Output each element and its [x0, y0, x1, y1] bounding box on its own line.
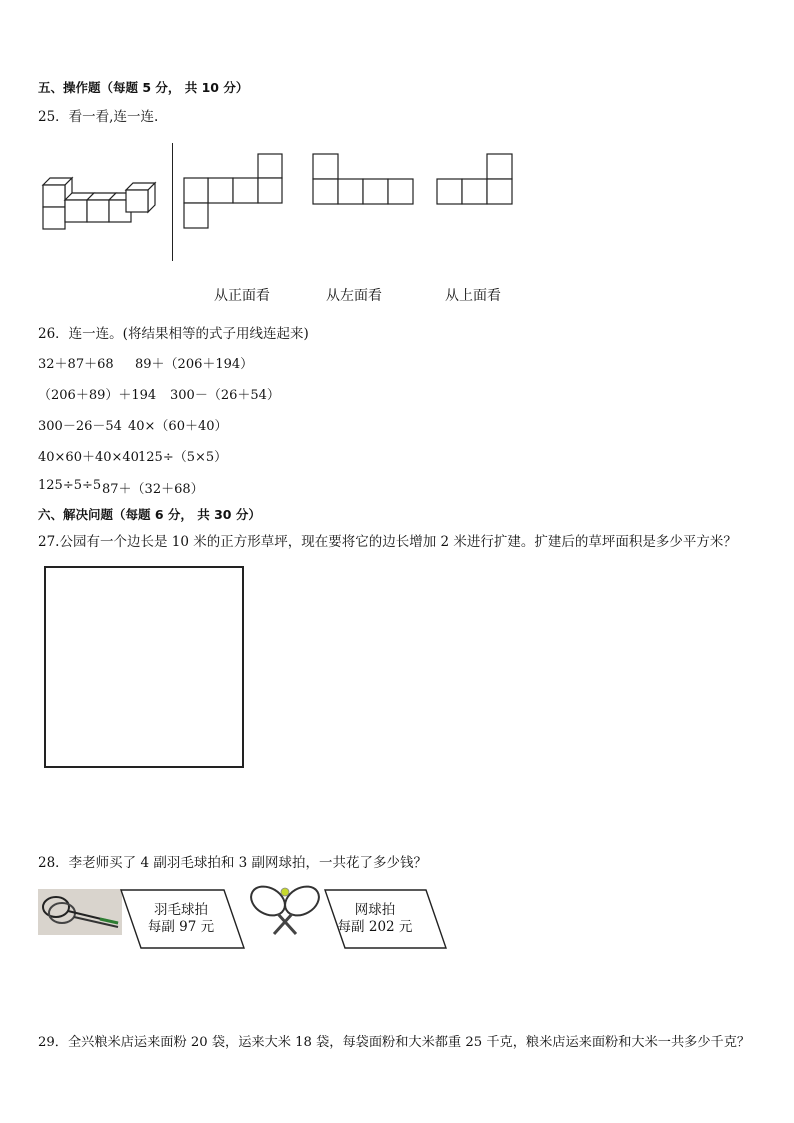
badminton-price: 每副 97 元 — [147, 919, 215, 935]
question-29-text: 29．全兴粮米店运来面粉 20 袋，运来大米 18 袋，每袋面粉和大米都重 25 千克，粮米店运来面粉和大米一共多少千克？ — [38, 1035, 751, 1050]
expression-right-4: 125÷（5×5） — [138, 450, 228, 465]
view-shape-c — [436, 153, 514, 205]
expression-right-1: 89＋（206＋194） — [135, 357, 254, 372]
question-28-text: 28．李老师买了 4 副羽毛球拍和 3 副网球拍，一共花了多少钱？ — [38, 855, 428, 871]
lawn-square — [44, 566, 244, 768]
section-6-title: 六、解决问题（每题 6 分， 共 30 分） — [38, 507, 261, 522]
expression-left-1: 32＋87＋68 — [38, 357, 114, 372]
tennis-label: 网球拍 — [354, 902, 396, 918]
expression-right-5: 87＋（32＋68） — [102, 482, 204, 497]
view-shape-a — [183, 153, 283, 229]
expression-left-3: 300－26－54 — [38, 419, 122, 434]
view-label-top: 从上面看 — [445, 288, 501, 304]
section-5-title: 五、操作题（每题 5 分， 共 10 分） — [38, 80, 249, 95]
view-shape-b — [312, 153, 414, 205]
view-label-left: 从左面看 — [326, 288, 382, 304]
expression-left-2: （206＋89）＋194 — [38, 388, 157, 403]
question-26-text: 26．连一连。(将结果相等的式子用线连起来) — [38, 326, 309, 342]
expression-left-4: 40×60＋40×40 — [38, 450, 139, 465]
question-27-text: 27.公园有一个边长是 10 米的正方形草坪，现在要将它的边长增加 2 米进行扩建。扩建后的草坪面积是多少平方米？ — [38, 534, 737, 550]
expression-left-5: 125÷5÷5 — [38, 478, 102, 493]
tennis-price: 每副 202 元 — [337, 919, 413, 935]
tennis-racket-icon — [246, 884, 324, 938]
cube-stack-figure — [38, 178, 158, 233]
badminton-racket-icon — [38, 889, 122, 935]
expression-right-2: 300－（26＋54） — [170, 388, 280, 403]
vertical-divider — [172, 143, 173, 261]
view-label-front: 从正面看 — [214, 288, 270, 304]
expression-right-3: 40×（60＋40） — [128, 419, 228, 434]
question-25-text: 25．看一看,连一连. — [38, 109, 159, 125]
badminton-label: 羽毛球拍 — [154, 902, 208, 918]
